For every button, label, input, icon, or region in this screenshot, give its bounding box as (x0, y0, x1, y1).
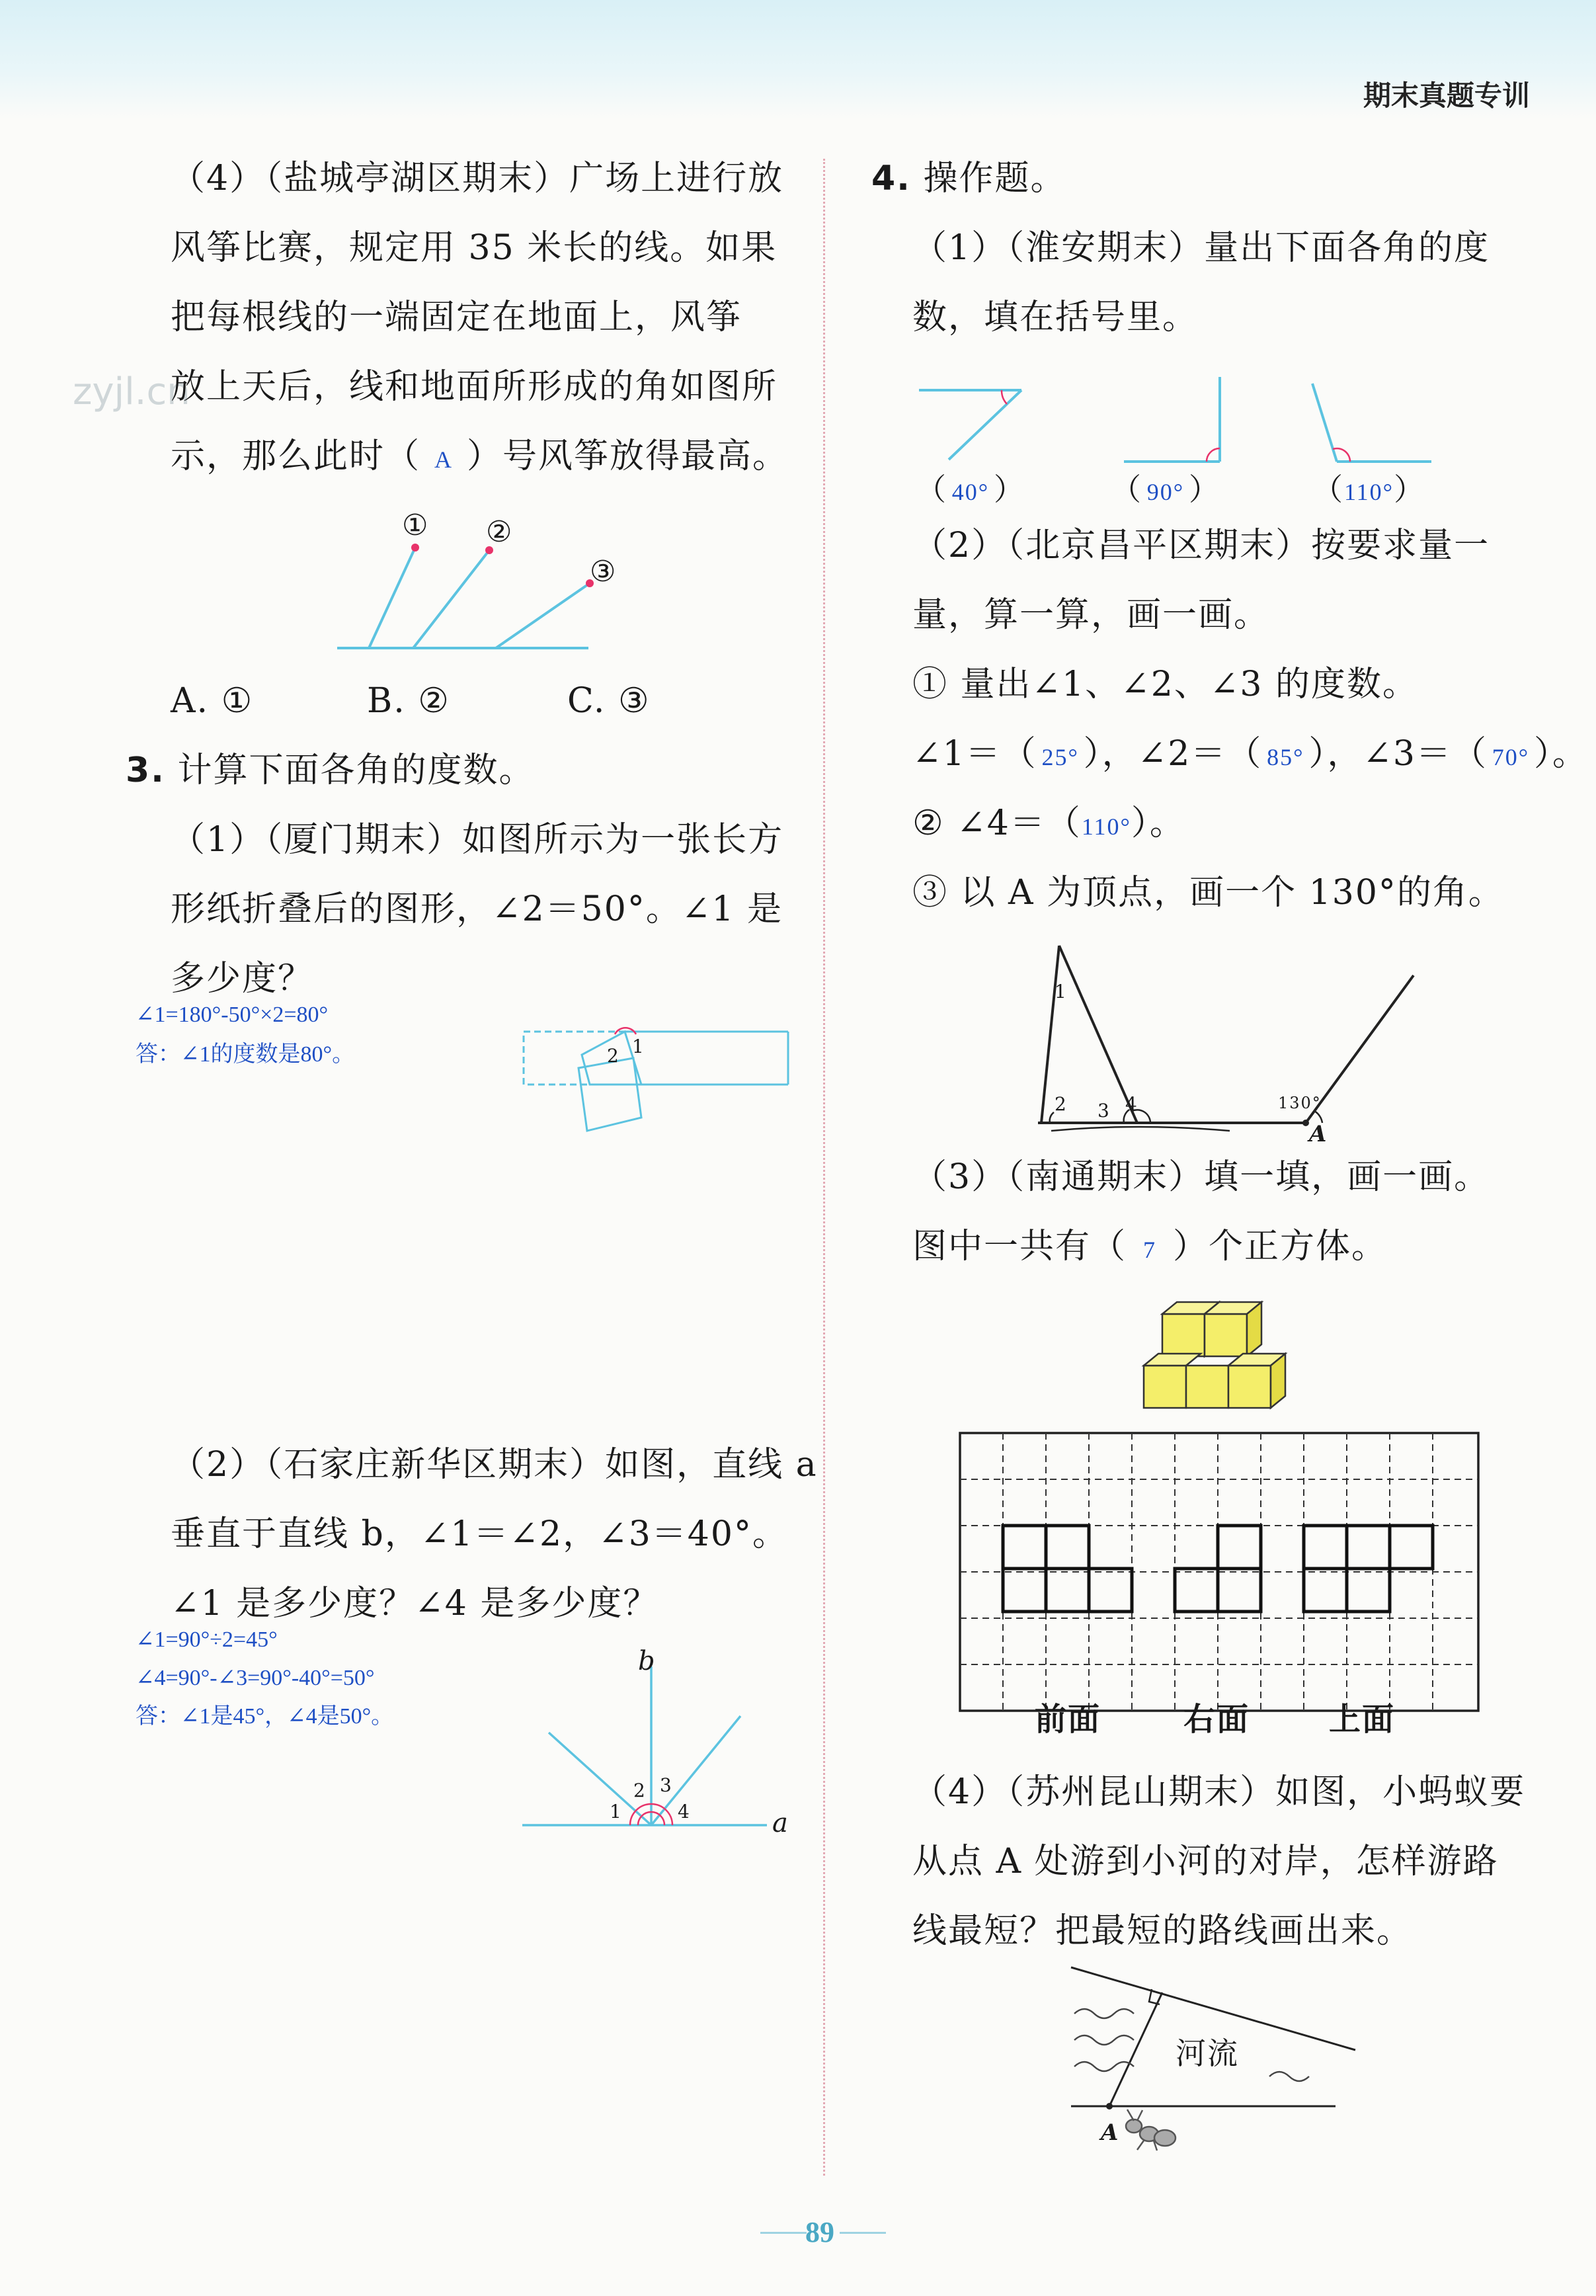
measure-answer-2: （ 90° ） (1111, 470, 1220, 512)
angle-130-label: 130° (1278, 1094, 1322, 1112)
angle-label-2: 2 (633, 1780, 647, 1801)
q2-4-line-5 (171, 436, 788, 479)
q4-title: 操作题。 (923, 159, 1066, 198)
q2-4-last-post: ）号风筝放得最高。 (467, 436, 789, 476)
q4-2-angles-row (912, 734, 1588, 777)
header-title: 期末真题专训 (1363, 79, 1530, 112)
line-a-label: a (772, 1808, 789, 1838)
answer-angle2[interactable]: 85° (1267, 744, 1304, 770)
q4-2-line-2: 量，算一算，画一画。 (912, 595, 1270, 635)
q3-1-line-3: 多少度？ (171, 959, 314, 999)
q4-2-step-1: ① 量出∠1、∠2、∠3 的度数。 (912, 665, 1419, 704)
q4-1-line-1: （1）（淮安期末）量出下面各角的度 (912, 228, 1490, 268)
q3-2-line-1: （2）（石家庄新华区期末）如图，直线 a (171, 1445, 818, 1485)
perpendicular-lines-diagram (522, 1666, 800, 1838)
view-label-front: 前面 (1035, 1701, 1101, 1738)
kite-label-3: ③ (590, 555, 618, 589)
point-a-label: A (1101, 2119, 1120, 2146)
q4-heading (871, 159, 1066, 198)
option-b: B. ② (367, 681, 450, 721)
page-number: 89 (805, 2216, 834, 2248)
q4-4-line-1: （4）（苏州昆山期末）如图，小蚂蚁要 (912, 1772, 1526, 1812)
fold-angle-1: 1 (632, 1036, 645, 1057)
angle2-prefix: ），∠2＝（ (1083, 734, 1263, 774)
angle3-prefix: ），∠3＝（ (1308, 734, 1488, 774)
tri-angle-label-2: 2 (1055, 1093, 1068, 1115)
angle1-prefix: ∠1＝（ (912, 734, 1037, 774)
angle4-prefix: ② ∠4＝（ (912, 803, 1082, 843)
angle-label-1: 1 (610, 1801, 623, 1823)
q4-2-step-2 (912, 803, 1185, 846)
q4-4-line-2: 从点 A 处游到小河的对岸，怎样游路 (912, 1842, 1499, 1881)
line-b-label: b (638, 1646, 657, 1676)
q4-3-line-2 (912, 1227, 1387, 1270)
tri-angle-label-3: 3 (1097, 1100, 1111, 1122)
answer-angle-3[interactable]: 110° (1344, 479, 1394, 505)
measure-answer-3: （110°） (1312, 470, 1425, 512)
q3-1-work-line-2: 答：∠1的度数是80°。 (136, 1042, 355, 1067)
view-label-right: 右面 (1183, 1701, 1250, 1738)
q3-heading (126, 751, 534, 790)
q3-2-line-3: ∠1 是多少度？∠4 是多少度？ (171, 1584, 659, 1623)
watermark: zyjl.cn (73, 370, 190, 413)
tri-angle-label-4: 4 (1125, 1093, 1138, 1115)
q2-4-line-2: 风筝比赛，规定用 35 米长的线。如果 (171, 228, 778, 268)
cube-count-prefix: 图中一共有（ (912, 1227, 1127, 1266)
q3-1-line-2: 形纸折叠后的图形，∠2＝50°。∠1 是 (171, 889, 783, 929)
measure-angles-diagram (919, 377, 1448, 476)
q3-1-work-line-1: ∠1=180°-50°×2=80° (136, 1003, 329, 1027)
tri-angle-label-1: 1 (1055, 981, 1068, 1003)
angle-label-3: 3 (660, 1774, 673, 1796)
answer-angle4[interactable]: 110° (1081, 813, 1131, 840)
river-label: 河流 (1176, 2035, 1239, 2071)
folded-paper-diagram (522, 1018, 800, 1177)
q4-4-line-3: 线最短？把最短的路线画出来。 (912, 1911, 1413, 1951)
q2-4-line-4: 放上天后，线和地面所形成的角如图所 (171, 367, 778, 407)
q2-4-last-pre: 示，那么此时（ (171, 436, 421, 476)
q3-2-line-2: 垂直于直线 b，∠1＝∠2，∠3＝40°。 (171, 1514, 788, 1554)
q4-number: 4. (871, 159, 911, 198)
q3-number: 3. (126, 751, 165, 790)
cube-stack-diagram (1144, 1299, 1316, 1412)
option-c: C. ③ (567, 681, 651, 721)
kite-diagram (337, 503, 602, 661)
answer-angle-2[interactable]: 90° (1146, 479, 1185, 505)
fold-angle-2: 2 (607, 1045, 620, 1067)
q3-2-work-line-3: 答：∠1是45°，∠4是50°。 (136, 1704, 394, 1729)
measure-answer-1: （ 40° ） (916, 470, 1025, 512)
q4-2-step-3: ③ 以 A 为顶点，画一个 130°的角。 (912, 873, 1504, 913)
page-number-rule-right (840, 2232, 886, 2234)
option-a: A. ① (171, 681, 254, 721)
q4-2-line-1: （2）（北京昌平区期末）按要求量一 (912, 526, 1490, 565)
angle4-suffix: ）。 (1131, 803, 1185, 843)
answer-cube-count[interactable]: 7 (1143, 1237, 1157, 1263)
q2-4-line-3: 把每根线的一端固定在地面上，风筝 (171, 298, 742, 337)
column-divider (823, 159, 825, 2176)
q2-4-line-1: （4）（盐城亭湖区期末）广场上进行放 (171, 159, 784, 198)
q4-1-line-2: 数，填在括号里。 (912, 298, 1199, 337)
angles-suffix: ）。 (1533, 734, 1588, 774)
header-band (0, 0, 1596, 119)
kite-label-2: ② (486, 515, 514, 549)
answer-angle3[interactable]: 70° (1492, 744, 1530, 770)
q4-3-line-1: （3）（南通期末）填一填，画一画。 (912, 1157, 1490, 1197)
vertex-a-label: A (1309, 1121, 1328, 1147)
angle-label-4: 4 (678, 1801, 691, 1823)
q3-2-work-line-1: ∠1=90°÷2=45° (136, 1627, 278, 1652)
view-label-top: 上面 (1329, 1701, 1396, 1738)
answer-angle1[interactable]: 25° (1041, 744, 1079, 770)
q2-4-answer[interactable]: A (434, 446, 454, 473)
q3-1-line-1: （1）（厦门期末）如图所示为一张长方 (171, 820, 784, 860)
cube-count-suffix: ）个正方体。 (1173, 1227, 1388, 1266)
answer-angle-1[interactable]: 40° (951, 479, 990, 505)
three-views-grid (959, 1432, 1488, 1719)
q3-2-work-line-2: ∠4=90°-∠3=90°-40°=50° (136, 1666, 375, 1690)
q3-title: 计算下面各角的度数。 (177, 751, 535, 790)
kite-label-1: ① (402, 509, 430, 542)
